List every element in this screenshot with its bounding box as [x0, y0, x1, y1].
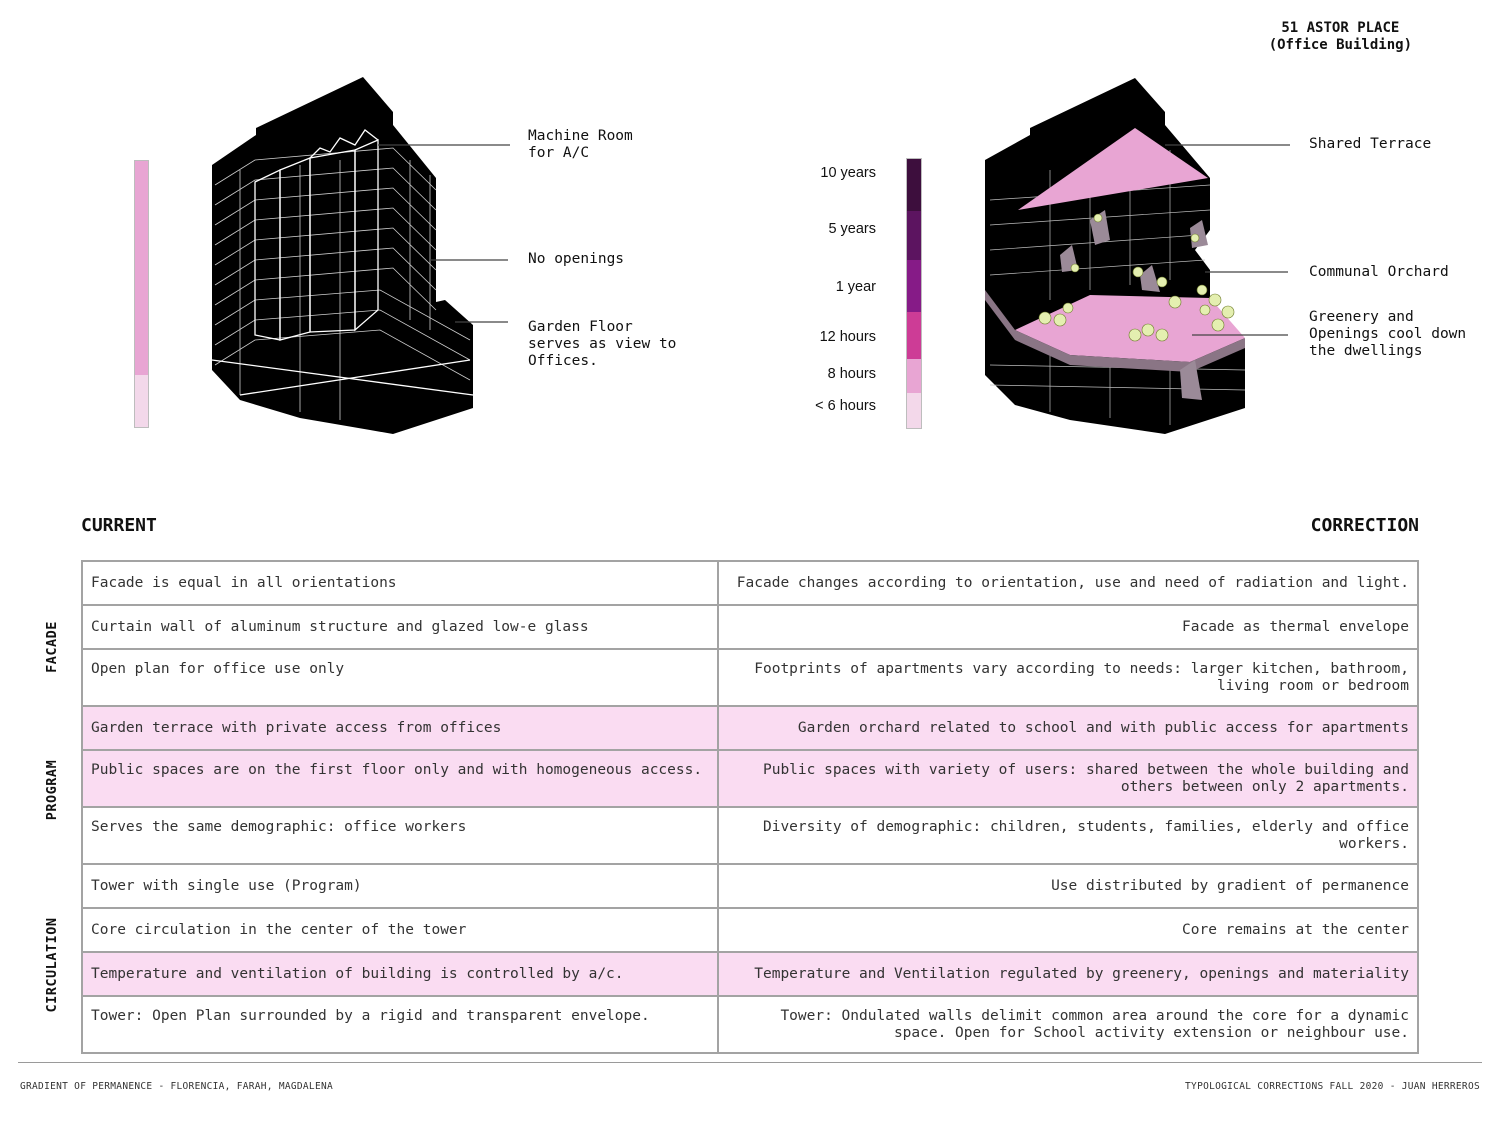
- callout-machine-room: Machine Room for A/C: [528, 128, 633, 161]
- comparison-table: [81, 560, 1419, 1054]
- correction-cell: Facade changes according to orientation, use and need of radiation and light.: [718, 561, 1418, 605]
- correction-building-diagram: [750, 0, 1500, 470]
- callout-no-openings: No openings: [528, 251, 625, 267]
- category-label-circulation: CIRCULATION: [44, 917, 60, 1013]
- scale-label-5-years: 5 years: [828, 221, 876, 237]
- correction-cell: Diversity of demographic: children, students, families, elderly and office workers.: [718, 807, 1418, 864]
- table-row: [82, 706, 1418, 750]
- correction-cell: Public spaces with variety of users: shared between the whole building and others between only 2 apartments.: [718, 750, 1418, 807]
- current-cell: Curtain wall of aluminum structure and glazed low-e glass: [82, 605, 718, 649]
- table-row: [82, 807, 1418, 864]
- correction-cell: Facade as thermal envelope: [718, 605, 1418, 649]
- correction-cell: Core remains at the center: [718, 908, 1418, 952]
- office-tower-axonometric: [0, 0, 750, 470]
- table-row: [82, 750, 1418, 807]
- residential-tower-axonometric: [750, 0, 1500, 470]
- table-row: [82, 561, 1418, 605]
- footer-course: TYPOLOGICAL CORRECTIONS FALL 2020 - JUAN HERREROS: [1185, 1081, 1480, 1092]
- correction-cell: Footprints of apartments vary according to needs: larger kitchen, bathroom, living room or bedroom: [718, 649, 1418, 706]
- current-building-diagram: [0, 0, 750, 470]
- current-column-heading: CURRENT: [81, 515, 157, 536]
- correction-cell: Use distributed by gradient of permanence: [718, 864, 1418, 908]
- correction-column-heading: CORRECTION: [1310, 515, 1419, 536]
- current-cell: Open plan for office use only: [82, 649, 718, 706]
- table-row: [82, 952, 1418, 996]
- table-row: [82, 649, 1418, 706]
- current-cell: Core circulation in the center of the tower: [82, 908, 718, 952]
- current-cell: Public spaces are on the first floor only and with homogeneous access.: [82, 750, 718, 807]
- scale-label-1-year: 1 year: [835, 279, 876, 295]
- callout-garden-floor: Garden Floor serves as view to Offices.: [528, 319, 677, 369]
- project-title-type: (Office Building): [1268, 37, 1412, 53]
- current-cell: Temperature and ventilation of building is controlled by a/c.: [82, 952, 718, 996]
- current-cell: Facade is equal in all orientations: [82, 561, 718, 605]
- category-label-program: PROGRAM: [44, 759, 60, 821]
- scale-label-under-6-hours: < 6 hours: [815, 398, 876, 414]
- table-row: [82, 908, 1418, 952]
- current-cell: Tower: Open Plan surrounded by a rigid and transparent envelope.: [82, 996, 718, 1053]
- residential-tower-mass: [985, 78, 1245, 434]
- correction-cell: Garden orchard related to school and with public access for apartments: [718, 706, 1418, 750]
- correction-cell: Temperature and Ventilation regulated by greenery, openings and materiality: [718, 952, 1418, 996]
- scale-label-12-hours: 12 hours: [819, 329, 876, 345]
- table-row: [82, 864, 1418, 908]
- footer-authors: GRADIENT OF PERMANENCE - FLORENCIA, FARAH, MAGDALENA: [20, 1081, 334, 1092]
- callout-communal-orchard: Communal Orchard: [1309, 264, 1449, 280]
- current-cell: Serves the same demographic: office workers: [82, 807, 718, 864]
- office-tower-mass: [212, 77, 473, 434]
- callout-shared-terrace: Shared Terrace: [1309, 136, 1432, 152]
- footer-divider: [18, 1062, 1482, 1063]
- table-row: [82, 605, 1418, 649]
- callout-greenery-openings: Greenery and Openings cool down the dwellings: [1309, 309, 1467, 359]
- current-cell: Garden terrace with private access from offices: [82, 706, 718, 750]
- correction-cell: Tower: Ondulated walls delimit common area around the core for a dynamic space. Open for School activity extension or neighbour use.: [718, 996, 1418, 1053]
- current-cell: Tower with single use (Program): [82, 864, 718, 908]
- table-row: [82, 996, 1418, 1053]
- project-title-name: 51 ASTOR PLACE: [1281, 20, 1400, 36]
- category-label-facade: FACADE: [44, 621, 60, 673]
- scale-label-8-hours: 8 hours: [827, 366, 876, 382]
- scale-label-10-years: 10 years: [820, 165, 876, 181]
